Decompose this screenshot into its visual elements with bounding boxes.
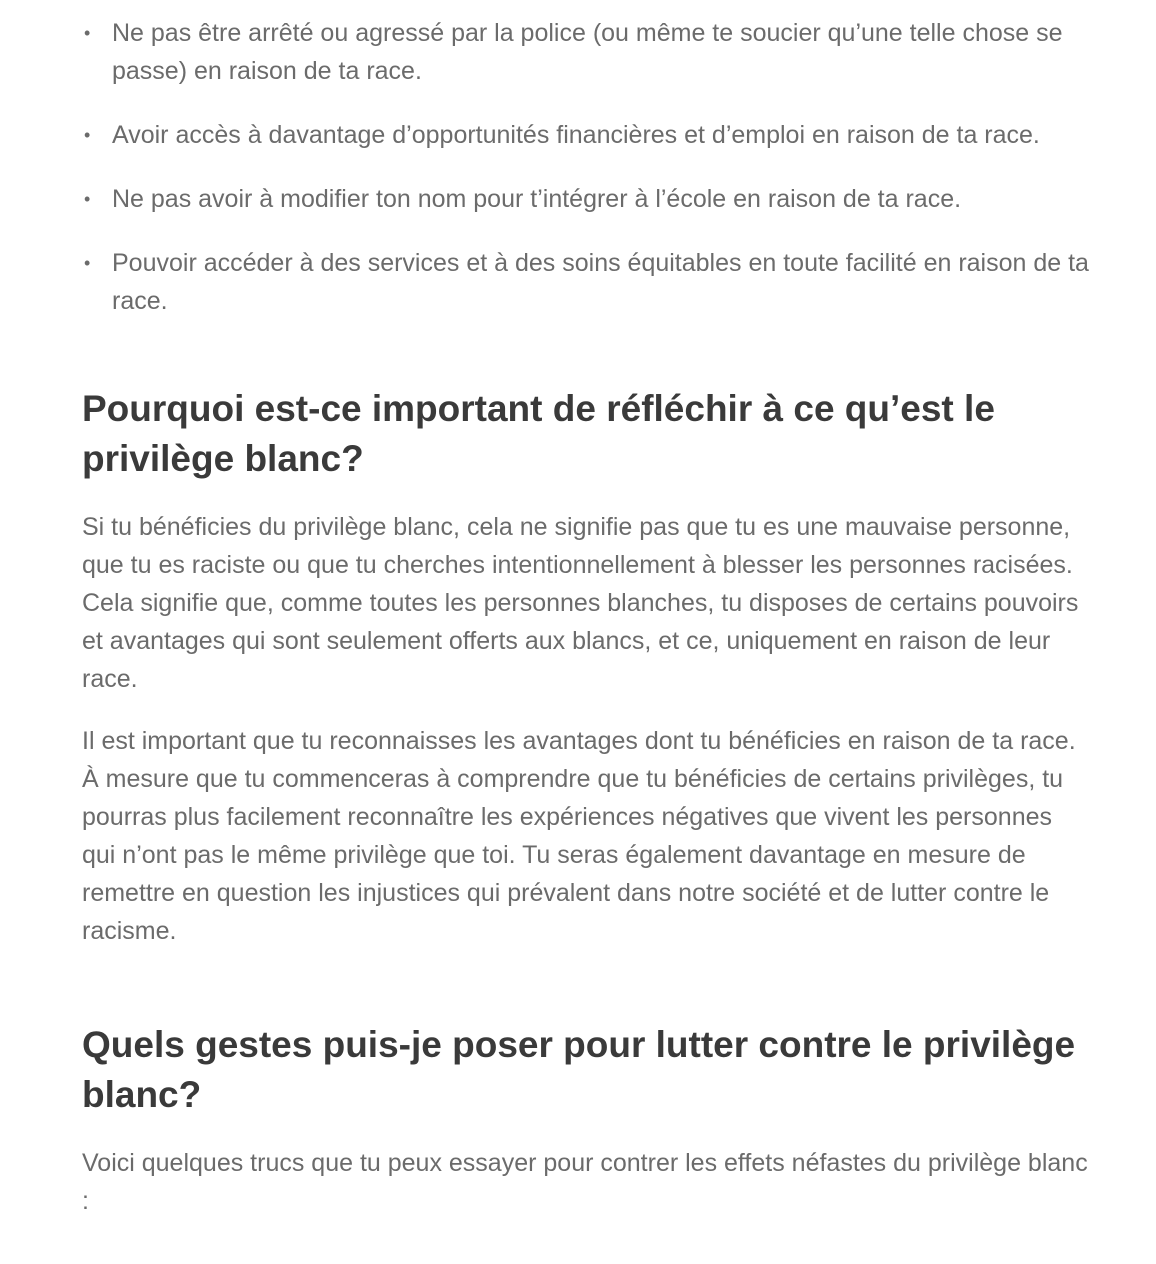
list-item: • Pouvoir accéder à des services et à des soins équitables en toute facilité en raison de ta race. <box>82 244 1092 320</box>
paragraph: Si tu bénéficies du privilège blanc, cela ne signifie pas que tu es une mauvaise personne, que tu es raciste ou que tu cherches intentionnellement à blesser les personnes racisées. Cela signifie que, comme toutes les personnes blanches, tu disposes de certains pouvoirs et avantages qui sont seulement offerts aux blancs, et ce, uniquement en raison de leur race. <box>82 513 1079 693</box>
list-item: • Ne pas être arrêté ou agressé par la police (ou même te soucier qu’une telle chose se passe) en raison de ta race. <box>82 14 1092 90</box>
section-heading-what-actions: Quels gestes puis-je poser pour lutter contre le privilège blanc? <box>82 1024 1076 1115</box>
article-content <box>82 14 1092 1244</box>
list-item: • Ne pas avoir à modifier ton nom pour t’intégrer à l’école en raison de ta race. <box>82 180 1092 218</box>
privilege-examples-list <box>82 14 1092 320</box>
section-heading-why-important: Pourquoi est-ce important de réfléchir à ce qu’est le privilège blanc? <box>82 388 995 479</box>
list-item: • Avoir accès à davantage d’opportunités financières et d’emploi en raison de ta race. <box>82 116 1092 154</box>
paragraph: Il est important que tu reconnaisses les avantages dont tu bénéficies en raison de ta race. À mesure que tu commenceras à comprendre que tu bénéficies de certains privilèges, tu pourras plus facilement reconnaître les expériences négatives que vivent les personnes qui n’ont pas le même privilège que toi. Tu seras également davantage en mesure de remettre en question les injustices qui prévalent dans notre société et de lutter contre le racisme. <box>82 727 1076 945</box>
paragraph: Voici quelques trucs que tu peux essayer pour contrer les effets néfastes du privilège blanc : <box>82 1149 1088 1215</box>
